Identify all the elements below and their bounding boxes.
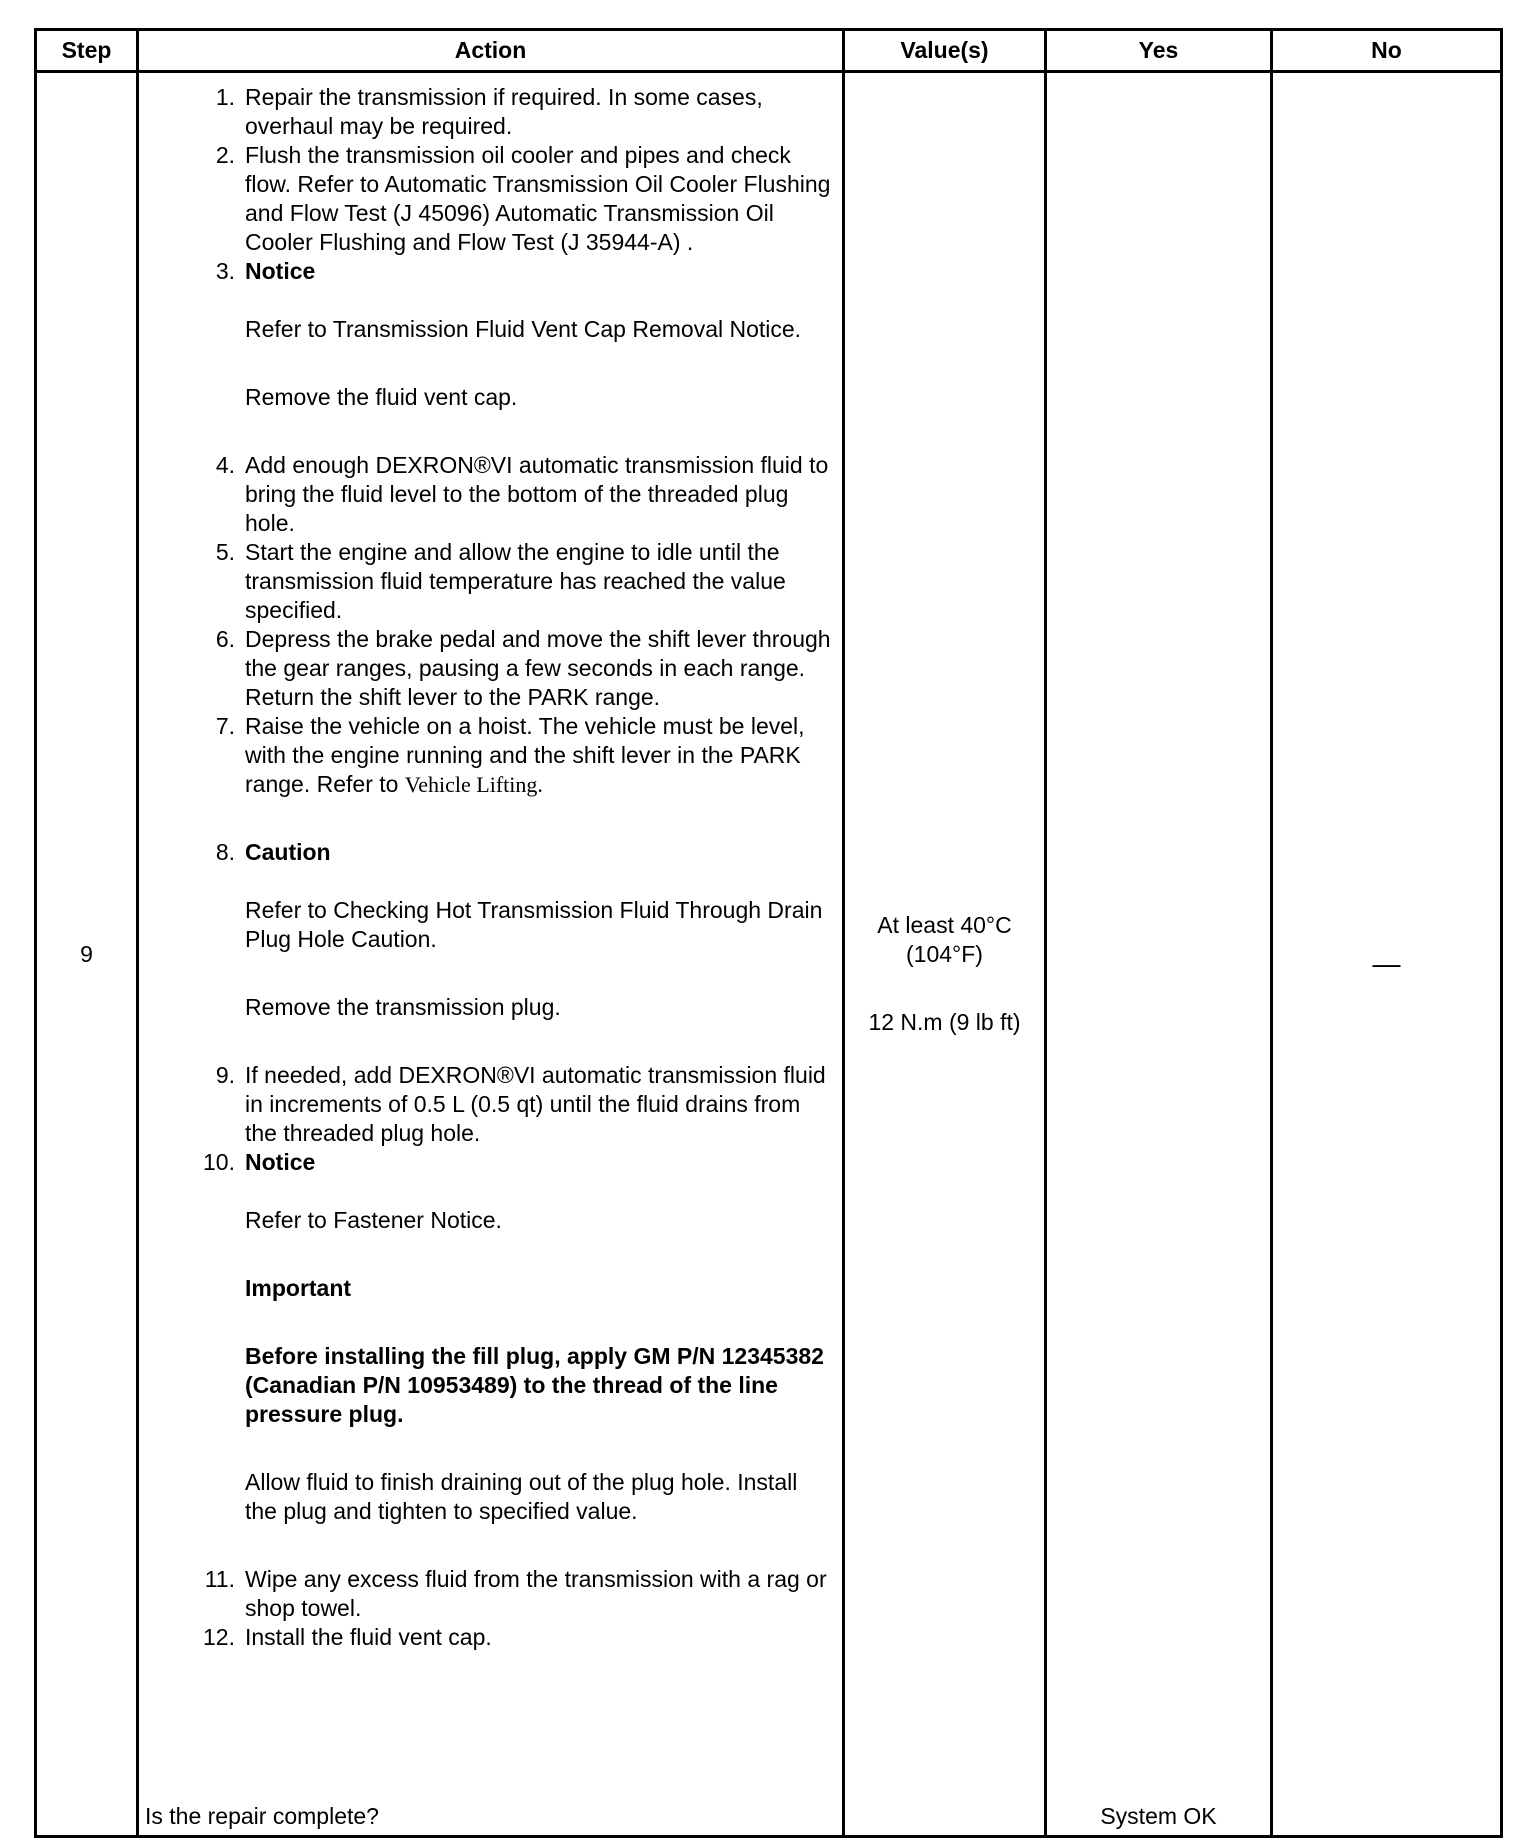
step-num: 12.	[203, 1624, 235, 1650]
procedure-table	[34, 28, 1503, 1838]
list-item	[139, 257, 832, 412]
step-text: Raise the vehicle on a hoist. The vehicle must be level, with the engine running and the shift lever in the PARK range. Refer to	[245, 713, 805, 797]
values-block	[845, 911, 1044, 1037]
step-num: 11.	[204, 1566, 235, 1592]
instruction-text: Remove the transmission plug.	[245, 994, 561, 1020]
action-cell	[138, 72, 844, 1837]
header-step: Step	[36, 30, 138, 72]
yes-result: System OK	[1100, 1803, 1217, 1829]
list-item	[139, 625, 832, 712]
list-item	[139, 451, 832, 538]
question-text: Is the repair complete?	[145, 1803, 379, 1829]
step-text: Start the engine and allow the engine to idle until the transmission fluid temperature has reached the value specified.	[245, 539, 786, 623]
step-num: 4.	[215, 452, 235, 478]
step-text: Flush the transmission oil cooler and pipes and check flow. Refer to Automatic Transmission Oil Cooler Flushing and Flow Test (J 45096) Automatic Transmission Oil Cooler Flushing and Flow Test (J 35944-A) .	[245, 142, 831, 255]
header-no: No	[1272, 30, 1502, 72]
list-item	[139, 1623, 832, 1652]
step-text: Depress the brake pedal and move the shift lever through the gear ranges, pausing a few seconds in each range. Return the shift lever to the PARK range.	[245, 626, 831, 710]
table-row	[36, 72, 1502, 1837]
no-cell	[1272, 72, 1502, 1837]
list-item	[139, 712, 832, 799]
value-torque: 12 N.m (9 lb ft)	[868, 1009, 1021, 1035]
list-item	[139, 141, 832, 257]
no-result: —	[1372, 948, 1401, 979]
step-num: 1.	[215, 84, 235, 110]
step-num: 10.	[203, 1149, 235, 1175]
values-cell	[844, 72, 1046, 1837]
step-num: 5.	[215, 539, 235, 565]
yes-cell	[1046, 72, 1272, 1837]
list-item	[139, 838, 832, 1022]
notice-heading: Notice	[245, 1149, 316, 1175]
step-text: If needed, add DEXRON®VI automatic transmission fluid in increments of 0.5 L (0.5 qt) until the fluid drains from the threaded plug hole.	[245, 1062, 826, 1146]
list-item	[139, 1148, 832, 1526]
step-text: Wipe any excess fluid from the transmission with a rag or shop towel.	[245, 1566, 827, 1621]
vehicle-lifting-link[interactable]: Vehicle Lifting.	[404, 772, 543, 797]
instruction-text: Allow fluid to finish draining out of the plug hole. Install the plug and tighten to specified value.	[245, 1469, 798, 1524]
value-temperature: At least 40°C (104°F)	[877, 912, 1012, 967]
step-number: 9	[80, 940, 93, 967]
list-item	[139, 1061, 832, 1148]
important-text: Before installing the fill plug, apply GM P/N 12345382 (Canadian P/N 10953489) to the thread of the line pressure plug.	[245, 1343, 824, 1427]
header-action: Action	[138, 30, 844, 72]
list-item	[139, 83, 832, 141]
list-item	[139, 538, 832, 625]
important-heading: Important	[245, 1275, 352, 1301]
step-num: 8.	[215, 839, 235, 865]
step-num: 9.	[215, 1062, 235, 1088]
step-number-cell	[36, 72, 138, 1837]
step-text: Add enough DEXRON®VI automatic transmission fluid to bring the fluid level to the bottom of the threaded plug hole.	[245, 452, 829, 536]
notice-text: Refer to Transmission Fluid Vent Cap Removal Notice.	[245, 316, 802, 342]
instruction-text: Remove the fluid vent cap.	[245, 384, 518, 410]
step-text: Install the fluid vent cap.	[245, 1624, 492, 1650]
step-num: 3.	[215, 258, 235, 284]
caution-text: Refer to Checking Hot Transmission Fluid Through Drain Plug Hole Caution.	[245, 897, 823, 952]
step-num: 2.	[215, 142, 235, 168]
header-row	[36, 30, 1502, 72]
notice-heading: Notice	[245, 258, 316, 284]
step-num: 6.	[215, 626, 235, 652]
caution-heading: Caution	[245, 839, 331, 865]
list-item	[139, 1565, 832, 1623]
step-text: Repair the transmission if required. In some cases, overhaul may be required.	[245, 84, 763, 139]
header-yes: Yes	[1046, 30, 1272, 72]
step-num: 7.	[215, 713, 235, 739]
header-values: Value(s)	[844, 30, 1046, 72]
notice-text: Refer to Fastener Notice.	[245, 1207, 502, 1233]
action-steps	[139, 73, 842, 1652]
